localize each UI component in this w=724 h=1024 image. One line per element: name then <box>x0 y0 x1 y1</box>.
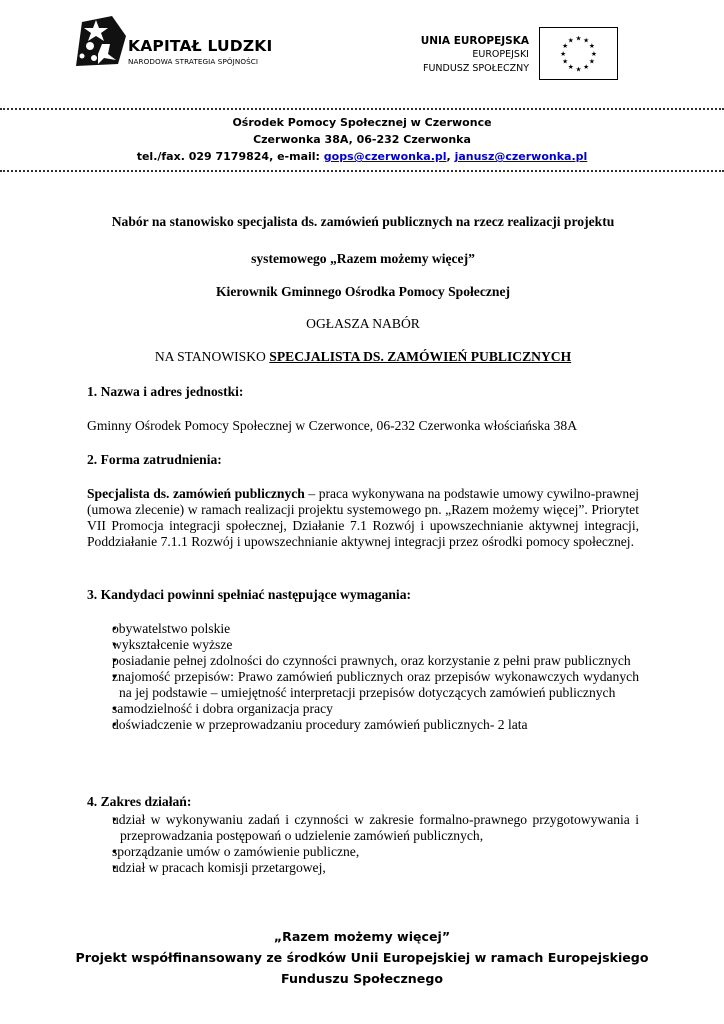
institution-address: Czerwonka 38A, 06-232 Czerwonka <box>253 133 471 146</box>
institution-contact <box>0 148 724 165</box>
list-item: • wykształcenie wyższe <box>87 637 639 653</box>
list-item: • doświadczenie w przeprowadzaniu procedury zamówień publicznych- 2 lata <box>87 717 639 733</box>
issuer: Kierownik Gminnego Ośrodka Pomocy Społecznej <box>215 284 511 299</box>
list-item: • znajomość przepisów: Prawo zamówień publicznych oraz przepisów wykonawczych wydanych na jej podstawie – umiejętność interpretacji przepisów dotyczących zamówień publicznych <box>87 669 639 701</box>
title-line-2: systemowego „Razem możemy więcej” <box>251 251 475 266</box>
section-2-text: – praca wykonywana na podstawie umowy cywilno-prawnej (umowa zlecenie) w ramach realizacji projektu systemowego pn. „Razem możemy więcej”. Priorytet VII Promocja integracji społecznej, Działanie 7.1 Rozwój i upowszechnianie aktywnej integracji, Poddziałanie 7.1.1 Rozwój i upowszechnianie aktywnej integracji przez ośrodki pomocy społecznej. <box>87 486 640 549</box>
announces: OGŁASZA NABÓR <box>306 316 420 331</box>
eu-star-icon: ★ <box>590 49 597 58</box>
list-item: • posiadanie pełnej zdolności do czynności prawnych, oraz korzystanie z pełni praw publicznych <box>87 653 639 669</box>
eu-star-icon: ★ <box>575 65 582 74</box>
eu-star-icon: ★ <box>562 42 569 51</box>
eu-logo-text <box>421 34 529 76</box>
footer <box>0 926 724 989</box>
institution-name: Ośrodek Pomocy Społecznej w Czerwonce <box>232 116 492 129</box>
institution-block <box>0 114 724 165</box>
section-2-paragraph <box>87 486 639 550</box>
footer-line-1: „Razem możemy więcej” <box>273 929 451 944</box>
email-separator: , <box>446 150 455 163</box>
eu-star-icon: ★ <box>567 63 574 72</box>
eu-star-icon: ★ <box>562 57 569 66</box>
eu-line-3: FUNDUSZ SPOŁECZNY <box>423 63 529 74</box>
section-1-heading: 1. Nazwa i adres jednostki: <box>87 384 244 399</box>
list-item: • sporządzanie umów o zamówienie publiczne, <box>87 844 639 860</box>
eu-line-1: UNIA EUROPEJSKA <box>420 35 529 47</box>
footer-line-3: Funduszu Społecznego <box>281 971 443 986</box>
logo-left-subtitle: NARODOWA STRATEGIA SPÓJNOŚCI <box>128 57 259 66</box>
section-4-heading: 4. Zakres działań: <box>87 794 192 809</box>
eu-star-icon: ★ <box>567 36 574 45</box>
section-2-bold: Specjalista ds. zamówień publicznych <box>87 486 305 501</box>
kapital-ludzki-logo <box>68 14 128 70</box>
position-line <box>87 349 639 365</box>
logo-left-title: KAPITAŁ LUDZKI <box>128 37 273 55</box>
email-link-janusz[interactable]: janusz@czerwonka.pl <box>454 150 588 163</box>
list-item: • udział w pracach komisji przetargowej, <box>87 860 639 876</box>
position-prefix: NA STANOWISKO <box>154 349 270 364</box>
section-2-heading: 2. Forma zatrudnienia: <box>87 452 222 467</box>
section-3-list <box>87 621 639 733</box>
eu-star-icon: ★ <box>588 42 595 51</box>
eu-star-icon: ★ <box>583 36 590 45</box>
position-name: SPECJALISTA DS. ZAMÓWIEŃ PUBLICZNYCH <box>269 349 572 364</box>
section-3-heading: 3. Kandydaci powinni spełniać następujące wymagania: <box>87 587 412 602</box>
section-4-list <box>87 812 639 876</box>
section-1-text: Gminny Ośrodek Pomocy Społecznej w Czerwonce, 06-232 Czerwonka włościańska 38A <box>87 418 578 433</box>
eu-flag-icon <box>539 27 618 80</box>
eu-star-icon: ★ <box>583 63 590 72</box>
divider-bottom <box>0 170 724 172</box>
footer-line-2: Projekt współfinansowany ze środków Unii Europejskiej w ramach Europejskiego <box>75 950 649 965</box>
email-link-gops[interactable]: gops@czerwonka.pl <box>323 150 447 163</box>
list-item: • samodzielność i dobra organizacja pracy <box>87 701 639 717</box>
eu-star-icon: ★ <box>588 57 595 66</box>
list-item: • udział w wykonywaniu zadań i czynności w zakresie formalno-prawnego przygotowywania i przeprowadzania postępowań o udzielenie zamówień publicznych, <box>87 812 639 844</box>
list-item: • obywatelstwo polskie <box>87 621 639 637</box>
phone-text: tel./fax. 029 7179824, e-mail: <box>136 150 324 163</box>
eu-star-icon: ★ <box>575 34 582 43</box>
eu-line-2: EUROPEJSKI <box>472 49 529 60</box>
eu-star-icon: ★ <box>560 49 567 58</box>
title-line-1: Nabór na stanowisko specjalista ds. zamówień publicznych na rzecz realizacji projektu <box>111 214 615 229</box>
divider-top <box>0 108 724 110</box>
